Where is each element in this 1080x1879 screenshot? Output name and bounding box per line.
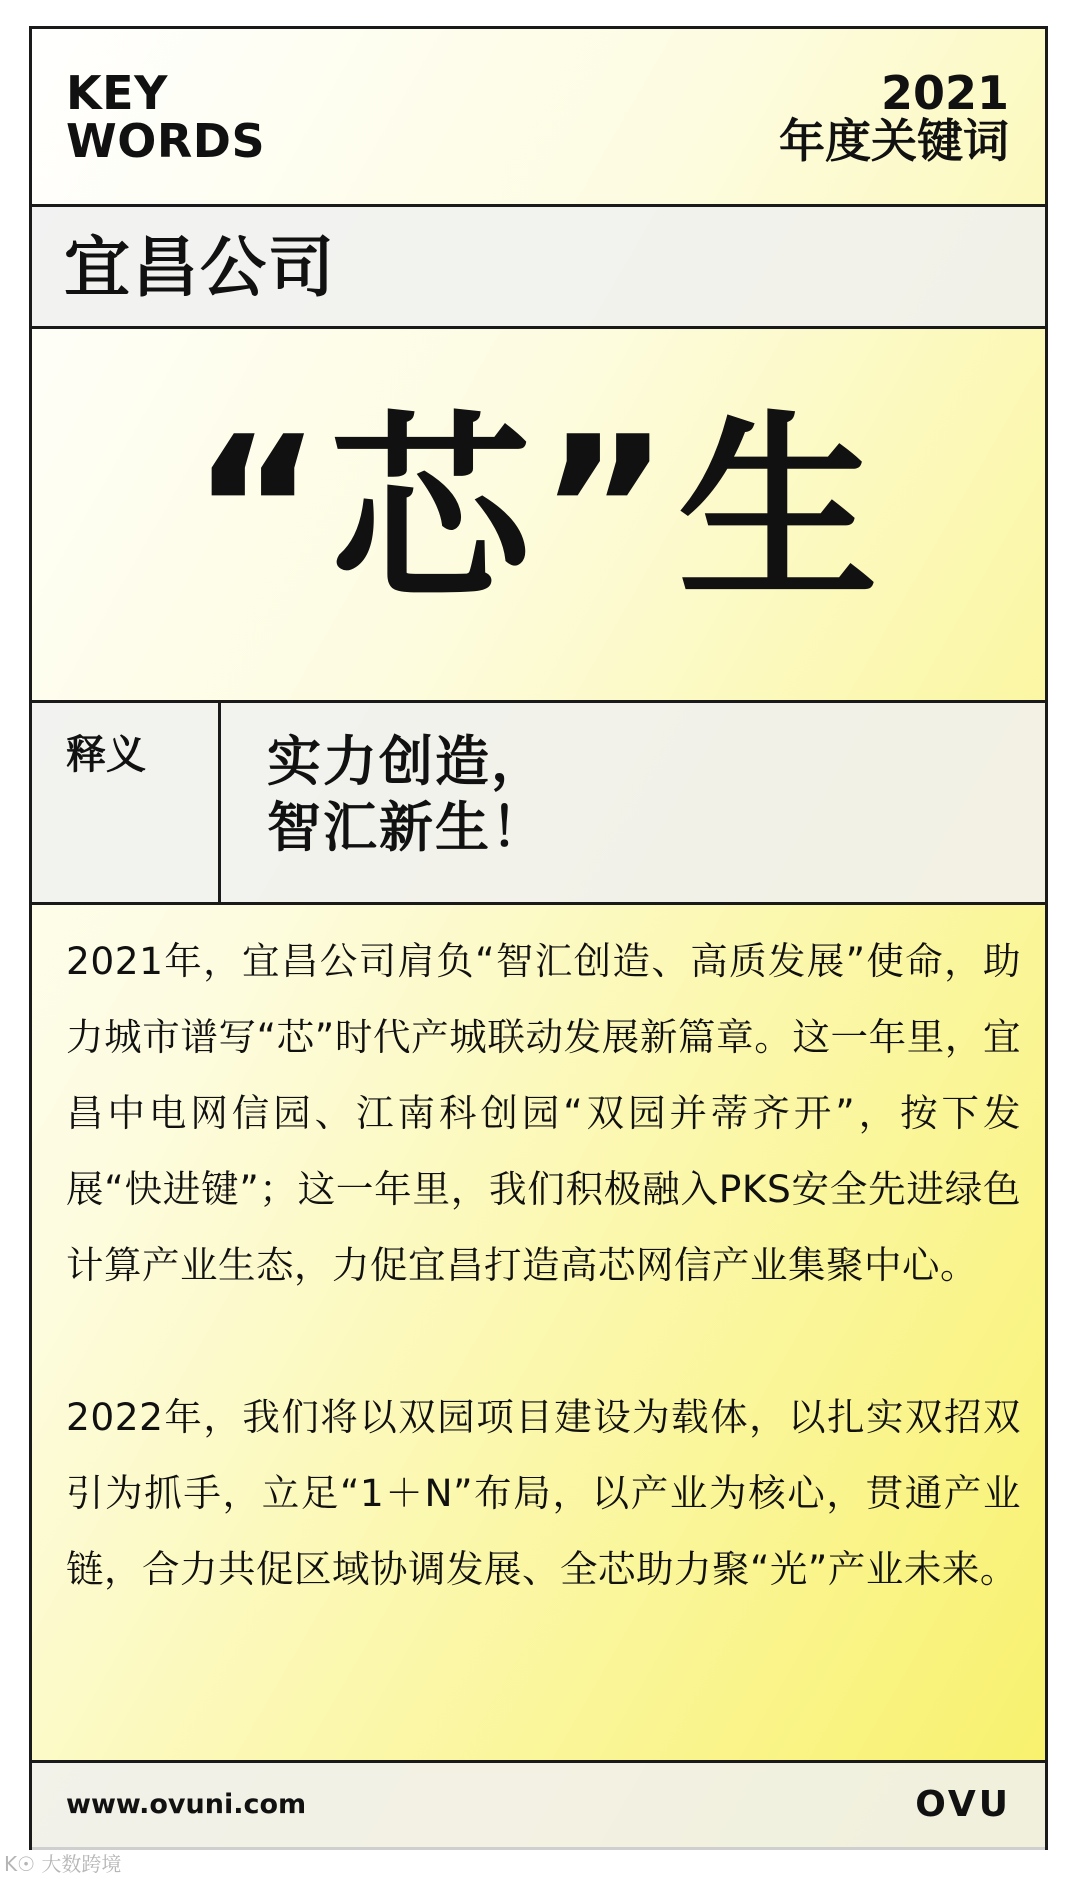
company-name: 宜昌公司 bbox=[64, 229, 336, 306]
keyword-card bbox=[29, 26, 1048, 1850]
definition-line1: 实力创造， bbox=[267, 730, 547, 793]
keywords-line1: KEY bbox=[66, 66, 168, 120]
annual-keyword-label: 年度关键词 bbox=[779, 114, 1009, 168]
card-footer bbox=[32, 1763, 1045, 1850]
definition-line2: 智汇新生！ bbox=[267, 796, 547, 859]
brand-logo: OVU bbox=[915, 1784, 1011, 1825]
keyword-row bbox=[32, 329, 1045, 703]
body-paragraph-2021: 2021年，宜昌公司肩负“智汇创造、高质发展”使命，助力城市谱写“芯”时代产城联动发展新篇章。这一年里，宜昌中电网信园、江南科创园“双园并蒂齐开”，按下发展“快进键”；这一年里，我们积极融入PKS安全先进绿色计算产业生态，力促宜昌打造高芯网信产业集聚中心。 bbox=[66, 939, 1021, 1287]
watermark: K☉ 大数跨境 bbox=[4, 1852, 122, 1876]
year-title bbox=[779, 66, 1009, 168]
card-header bbox=[32, 29, 1045, 207]
website-link[interactable]: www.ovuni.com bbox=[66, 1789, 307, 1820]
keyword-heading: “芯”生 bbox=[191, 394, 886, 627]
definition-row bbox=[32, 703, 1045, 905]
year: 2021 bbox=[880, 66, 1009, 120]
body-section bbox=[32, 905, 1045, 1763]
body-paragraph-2022: 2022年，我们将以双园项目建设为载体，以扎实双招双引为抓手，立足“1＋N”布局，以产业为核心，贯通产业链，合力共促区域协调发展、全芯助力聚“光”产业未来。 bbox=[66, 1395, 1021, 1591]
keywords-line2: WORDS bbox=[66, 114, 266, 168]
definition-label: 释义 bbox=[66, 732, 146, 778]
company-row bbox=[32, 207, 1045, 329]
keywords-title bbox=[66, 66, 266, 168]
definition-text bbox=[267, 729, 547, 861]
definition-label-cell bbox=[32, 703, 221, 902]
